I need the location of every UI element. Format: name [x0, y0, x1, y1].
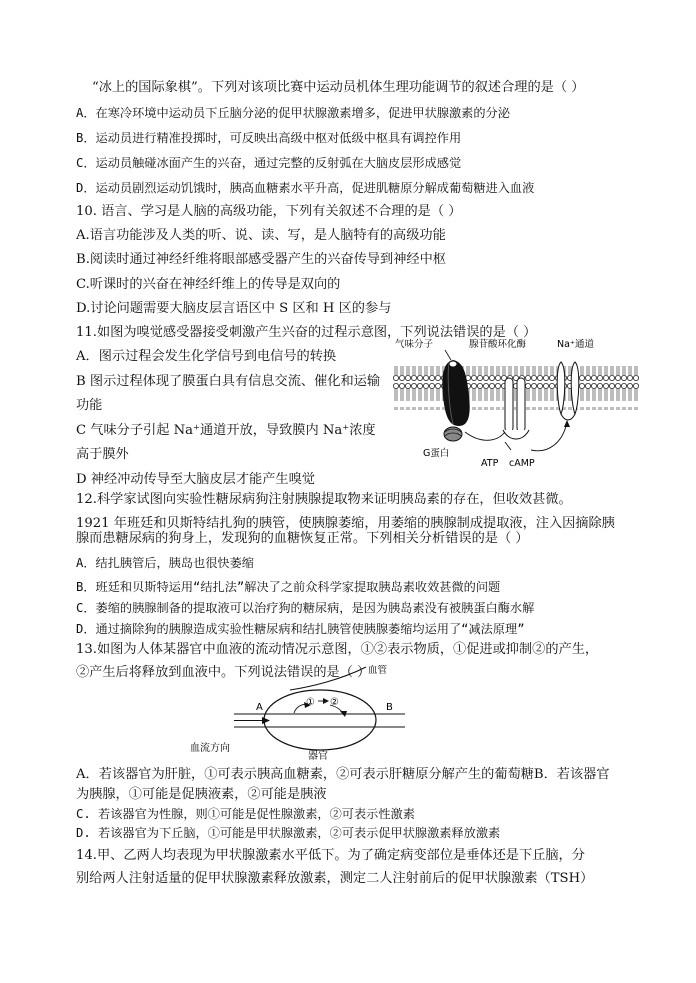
q10-option-a: A.语言功能涉及人类的听、说、读、写，是人脑特有的高级功能	[76, 228, 446, 243]
q14-stem-line1: 14.甲、乙两人均表现为甲状腺激素水平低下。为了确定病变部位是垂体还是下丘脑，分	[76, 848, 585, 863]
q13-stem-line1: 13.如图为人体某器官中血液的流动情况示意图，①②表示物质，①促进或抑制②的产生，	[76, 642, 599, 657]
q13-option-d: D. 若该器官为下丘脑，①可能是甲状腺激素，②可表示促甲状腺激素释放激素	[76, 826, 501, 840]
q12-stem-line1: 12.科学家试图向实验性糖尿病狗注射胰腺提取物来证明胰岛素的存在，但收效甚微。	[76, 492, 572, 507]
vessel-arc	[290, 667, 366, 690]
odor-pointer-line	[445, 350, 451, 360]
organ-outline	[264, 690, 376, 750]
organ-label: 器官	[308, 751, 328, 762]
lipid-bilayer	[393, 366, 639, 410]
label-a: A	[256, 702, 263, 713]
na-channel-label: Na⁺通道	[557, 339, 594, 350]
g-protein-label: G蛋白	[423, 448, 450, 459]
q12-option-b: B．班廷和贝斯特运用“结扎法”解决了之前众科学家提取胰岛素收效甚微的问题	[76, 580, 501, 594]
q9-stem: “冰上的国际象棋”。下列对该项比赛中运动员机体生理功能调节的叙述合理的是（ ）	[92, 80, 585, 95]
q13-stem-line2: ②产生后将释放到血液中。下列说法错误的是（ ）	[76, 665, 371, 680]
flow-direction-label: 血流方向	[190, 743, 230, 754]
q9-option-d: D．运动员剧烈运动饥饿时，胰高血糖素水平升高，促进肌糖原分解成葡萄糖进入血液	[76, 181, 535, 195]
q10-option-d: D.讨论问题需要大脑皮层言语区中 S 区和 H 区的参与	[76, 301, 392, 316]
olfactory-membrane-diagram	[393, 338, 639, 468]
q13-option-c: C. 若该器官为性腺，则①可能是促性腺激素，②可表示性激素	[76, 807, 415, 821]
q9-option-b: B．运动员进行精准投掷时，可反映出高级中枢对低级中枢具有调控作用	[76, 131, 462, 145]
gprotein-to-enzyme-arrow	[465, 432, 505, 440]
q11-stem: 11.如图为嗅觉感受器接受刺激产生兴奋的过程示意图，下列说法错误的是（ ）	[76, 325, 537, 340]
camp-to-channel-arrow	[531, 422, 567, 451]
q12-stem-line3: 腺而患糖尿病的狗身上，发现狗的血糖恢复正常。下列相关分析错误的是（ ）	[76, 531, 529, 546]
odor-molecule	[449, 361, 457, 367]
q12-option-c: C．萎缩的胰腺制备的提取液可以治疗狗的糖尿病，是因为胰岛素没有被胰蛋白酶水解	[76, 601, 535, 615]
enzyme-label: 腺苷酸环化酶	[469, 339, 527, 350]
q12-option-d: D．通过摘除狗的胰腺造成实验性糖尿病和结扎胰管使胰腺萎缩均运用了“减法原理”	[76, 622, 525, 636]
q12-option-a: A．结扎胰管后，胰岛也很快萎缩	[76, 556, 254, 570]
organ-blood-flow-diagram	[190, 665, 405, 765]
q12-stem-line2: 1921 年班廷和贝斯特结扎狗的胰管，使胰腺萎缩，用萎缩的胰腺制成提取液，注入因摘除胰	[76, 516, 615, 531]
q9-option-c: C．运动员触碰冰面产生的兴奋，通过完整的反射弧在大脑皮层形成感觉	[76, 156, 462, 170]
q10-option-b: B.阅读时通过神经纤维将眼部感受器产生的兴奋传导到神经中枢	[76, 252, 446, 267]
substance-1: ①	[306, 697, 315, 708]
q10-stem: 10. 语言、学习是人脑的高级功能，下列有关叙述不合理的是（ ）	[76, 204, 462, 219]
q11-option-a: A．图示过程会发生化学信号到电信号的转换	[76, 349, 337, 364]
vessel-label: 血管	[368, 665, 388, 676]
atp-label: ATP	[481, 458, 499, 468]
odor-molecule-label: 气味分子	[395, 339, 434, 350]
atp-arrow	[505, 442, 511, 450]
q9-option-a: A．在寒冷环境中运动员下丘脑分泌的促甲状腺激素增多，促进甲状腺激素的分泌	[76, 106, 510, 120]
q10-option-c: C.听课时的兴奋在神经纤维上的传导是双向的	[76, 277, 341, 292]
label-b: B	[386, 702, 393, 713]
q11-option-d: D 神经冲动传导至大脑皮层才能产生嗅觉	[76, 471, 315, 487]
q11-option-c: C 气味分子引起 Na⁺通道开放，导致膜内 Na⁺浓度高于膜外	[76, 422, 376, 462]
camp-label: cAMP	[509, 458, 535, 468]
substance-2: ②	[330, 697, 339, 708]
q11-options	[76, 345, 384, 492]
q11-option-b: B 图示过程体现了膜蛋白具有信息交流、催化和运输功能	[76, 373, 381, 413]
q14-stem-line2: 别给两人注射适量的促甲状腺激素释放激素，测定二人注射前后的促甲状腺激素（TSH）	[76, 871, 594, 886]
q13-option-a-line2: 为胰腺，①可能是促胰液素，②可能是胰液	[76, 787, 327, 802]
q13-option-a-line1: A．若该器官为肝脏，①可表示胰高血糖素，②可表示肝糖原分解产生的葡萄糖B．若该器官	[76, 767, 610, 782]
